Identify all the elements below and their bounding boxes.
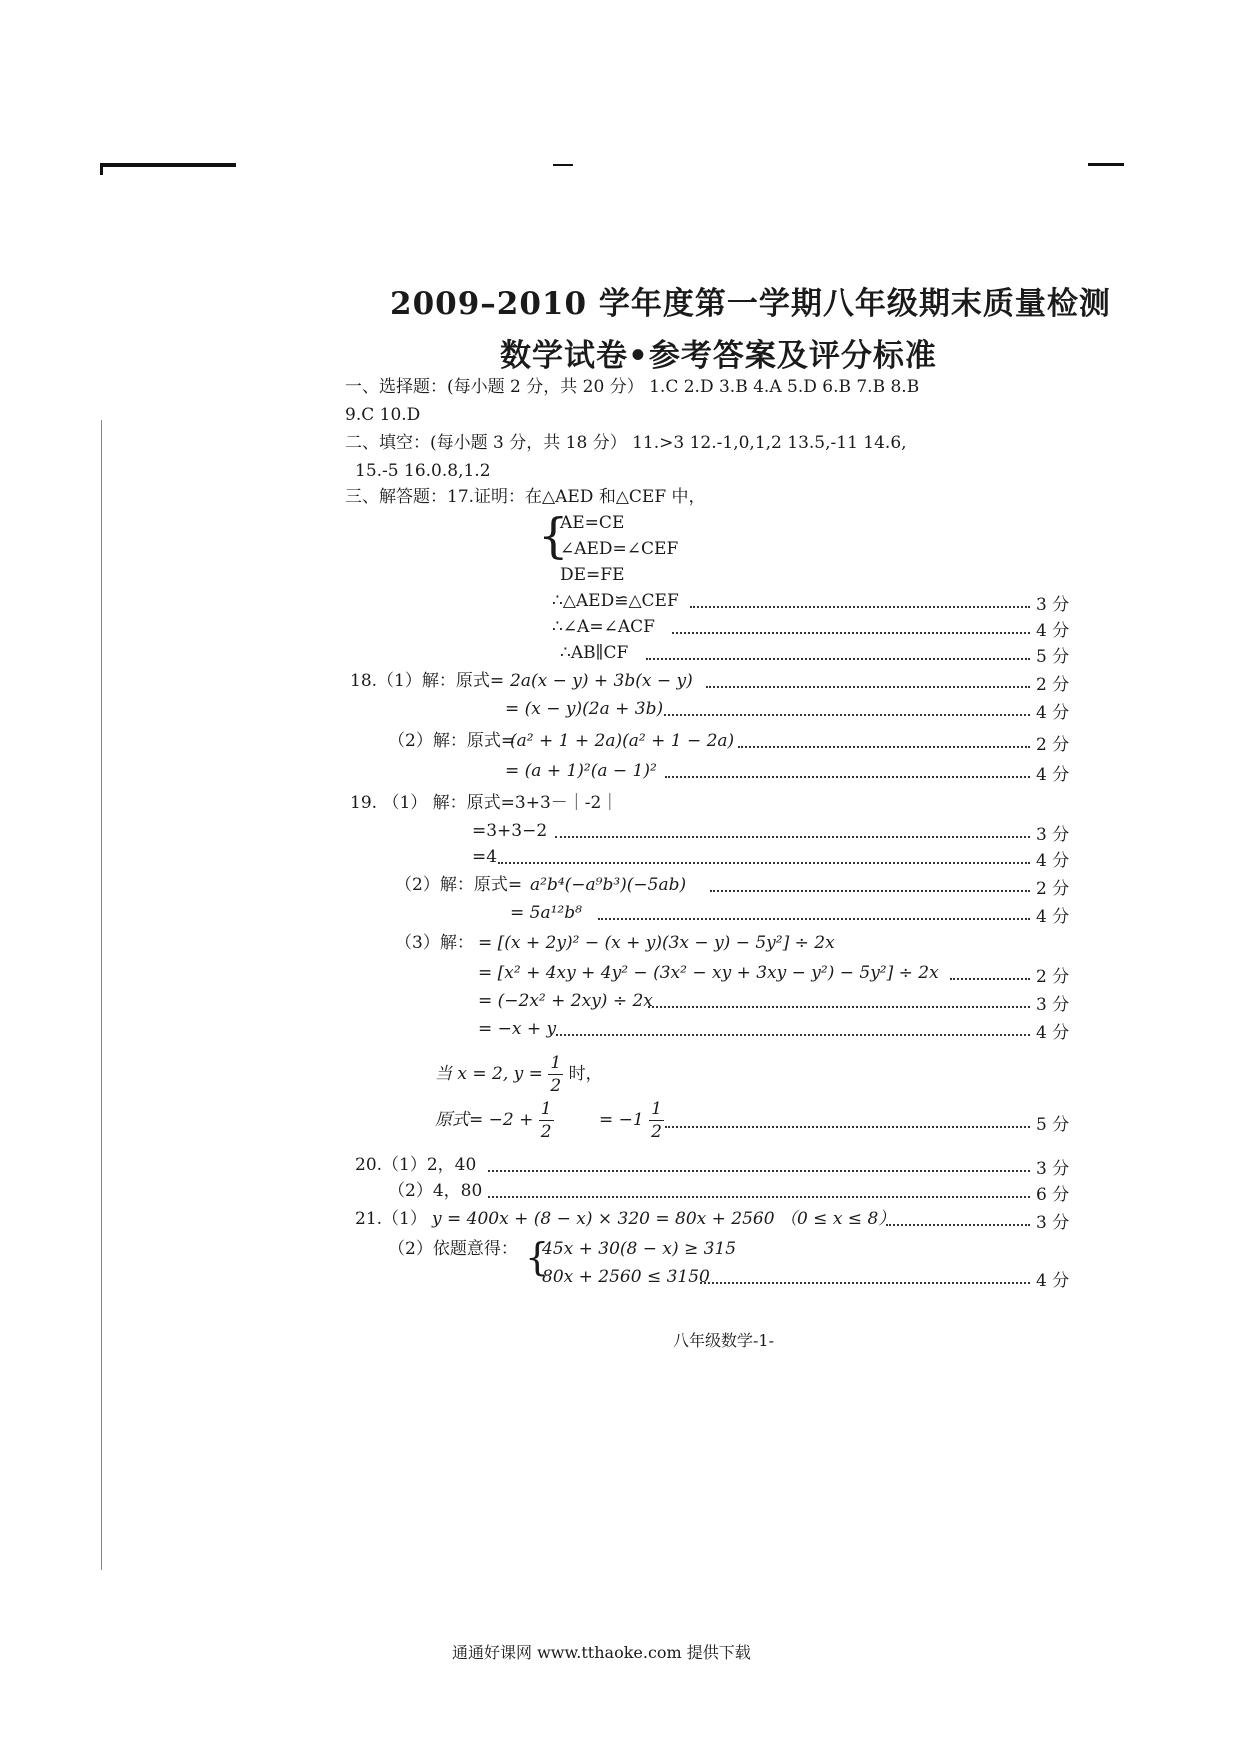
q17-brace: { [538, 508, 569, 564]
q18-part2b-score: 4 分 [1036, 765, 1070, 785]
q20-part1-score: 3 分 [1036, 1159, 1070, 1179]
q18-part1b-leader [664, 714, 1030, 716]
q17-condition-3: DE=FE [560, 565, 625, 585]
q19-part3-leader2 [950, 978, 1030, 980]
q19-result [435, 1098, 664, 1143]
q19-part3-line3: = (−2x² + 2xy) ÷ 2x [478, 991, 653, 1011]
q21-part1-expr: y = 400x + (8 − x) × 320 = 80x + 2560 （0 ≤ x ≤ 8） [432, 1209, 896, 1229]
q18-part1b-score: 4 分 [1036, 703, 1070, 723]
q21-brace: { [525, 1235, 550, 1279]
q17-step-3: ∴AB∥CF [560, 643, 629, 663]
q20-part1-leader [488, 1170, 1030, 1172]
q18-part1b-expr: = (x − y)(2a + 3b) [505, 699, 664, 719]
q21-part1-leader [886, 1224, 1030, 1226]
scan-mark-left-edge [101, 420, 102, 1570]
q19-part1-label: 19. （1） 解：原式=3+3－｜-2｜ [350, 793, 619, 813]
q19-part3-leader4 [556, 1034, 1030, 1036]
q19-when-numerator: 1 [550, 1053, 562, 1073]
q20-part2: （2）4，80 [388, 1181, 483, 1201]
q19-part3-line2: = [x² + 4xy + 4y² − (3x² − xy + 3xy − y²) − 5y²] ÷ 2x [478, 963, 939, 983]
page-number: 八年级数学-1- [673, 1331, 774, 1350]
q17-step-2: ∴∠A=∠ACF [552, 617, 655, 637]
watermark: 通通好课网 www.tthaoke.com 提供下载 [452, 1643, 751, 1662]
q19-result-score: 5 分 [1036, 1115, 1070, 1135]
scan-mark-center [553, 164, 573, 166]
q17-score-1: 3 分 [1036, 595, 1070, 615]
section-1-line-1: 一、选择题：(每小题 2 分，共 20 分） 1.C 2.D 3.B 4.A 5.D 6.B 7.B 8.B [345, 377, 920, 397]
section-1-line-2: 9.C 10.D [345, 405, 421, 425]
q21-part2-label: （2）依题意得： [388, 1239, 518, 1259]
q19-part1-line3: =4 [472, 847, 498, 867]
q19-result-equals: = −1 [599, 1110, 644, 1130]
q17-leader-3 [646, 658, 1030, 660]
q19-part2-leader [710, 890, 1030, 892]
q19-when-denominator: 2 [550, 1076, 562, 1096]
q19-part1-score3: 4 分 [1036, 851, 1070, 871]
q19-part1-leader2 [555, 836, 1030, 838]
q19-part3-leader3 [648, 1006, 1030, 1008]
q19-result-prefix: 原式= −2 + [435, 1110, 534, 1130]
q19-part2-expr: a²b⁴(−a⁹b³)(−5ab) [530, 875, 687, 895]
scan-mark-left [100, 163, 236, 167]
q19-part1-line2: =3+3−2 [472, 821, 548, 841]
q17-leader-2 [672, 632, 1030, 634]
q19-result-denominator-2: 2 [651, 1122, 662, 1142]
q21-part1-label: 21.（1） [355, 1209, 427, 1229]
q19-result-leader [665, 1126, 1030, 1128]
q19-part1-score2: 3 分 [1036, 825, 1070, 845]
q21-part2-line2: 80x + 2560 ≤ 3150 [542, 1267, 710, 1287]
q19-part1-leader3 [498, 862, 1030, 864]
section-3-line-1: 三、解答题：17.证明：在△AED 和△CEF 中， [345, 487, 706, 507]
q19-part3-line4: = −x + y [478, 1019, 557, 1039]
q21-part2-leader [700, 1282, 1030, 1284]
q21-part2-line1: 45x + 30(8 − x) ≥ 315 [542, 1239, 737, 1259]
q18-part1-label: 18.（1）解：原式= [350, 671, 505, 691]
q19-part3-score2: 2 分 [1036, 967, 1070, 987]
q21-part2-score: 4 分 [1036, 1271, 1070, 1291]
q17-condition-2: ∠AED=∠CEF [560, 539, 679, 559]
q20-part2-leader [488, 1196, 1030, 1198]
section-2-line-2: 15.-5 16.0.8,1.2 [355, 461, 491, 481]
q18-part1-leader [706, 686, 1030, 688]
q17-step-1: ∴△AED≌△CEF [552, 591, 679, 611]
q17-condition-1: AE=CE [560, 513, 625, 533]
q21-part1-score: 3 分 [1036, 1213, 1070, 1233]
q20-part2-score: 6 分 [1036, 1185, 1070, 1205]
q18-part1-score: 2 分 [1036, 675, 1070, 695]
q19-result-numerator-2: 1 [651, 1099, 662, 1119]
q19-when-fraction [548, 1052, 563, 1097]
q19-part2b-leader [598, 918, 1030, 920]
scan-mark-right [1088, 163, 1124, 166]
q19-part2-score: 2 分 [1036, 879, 1070, 899]
q20-part1: 20.（1）2，40 [355, 1155, 477, 1175]
page-subtitle: 数学试卷•参考答案及评分标准 [500, 338, 937, 374]
q18-part2b-leader [665, 776, 1030, 778]
q19-part2b-expr: = 5a¹²b⁸ [510, 903, 582, 923]
q19-part2b-score: 4 分 [1036, 907, 1070, 927]
q19-part2-label: （2）解：原式= [395, 875, 523, 895]
q19-result-denominator: 2 [540, 1122, 552, 1142]
q19-part3-label: （3）解： [395, 933, 474, 953]
q18-part2-expr: (a² + 1 + 2a)(a² + 1 − 2a) [510, 731, 735, 751]
q18-part2-leader [738, 746, 1030, 748]
section-2-line-1: 二、填空：(每小题 3 分，共 18 分） 11.>3 12.-1,0,1,2 13.5,-11 14.6, [345, 433, 907, 453]
q19-result-numerator: 1 [540, 1099, 552, 1119]
page-title: 2009–2010 学年度第一学期八年级期末质量检测 [390, 286, 1111, 322]
q19-part3-line1: = [(x + 2y)² − (x + y)(3x − y) − 5y²] ÷ 2x [478, 933, 835, 953]
scan-mark-left-tick [100, 163, 103, 175]
q19-part3-score4: 4 分 [1036, 1023, 1070, 1043]
q18-part1-expr: 2a(x − y) + 3b(x − y) [510, 671, 693, 691]
q19-result-fraction-2 [649, 1098, 664, 1143]
q18-part2-label: （2）解：原式= [388, 731, 516, 751]
q17-score-3: 5 分 [1036, 647, 1070, 667]
q19-substitution [435, 1052, 603, 1097]
q18-part2b-expr: = (a + 1)²(a − 1)² [505, 761, 657, 781]
q19-part3-score3: 3 分 [1036, 995, 1070, 1015]
q18-part2-score: 2 分 [1036, 735, 1070, 755]
q19-when-prefix: 当 x = 2, y = [435, 1064, 543, 1084]
q17-score-2: 4 分 [1036, 621, 1070, 641]
q19-result-fraction [539, 1098, 554, 1143]
q17-leader-1 [690, 606, 1030, 608]
q19-when-suffix: 时， [568, 1064, 603, 1084]
